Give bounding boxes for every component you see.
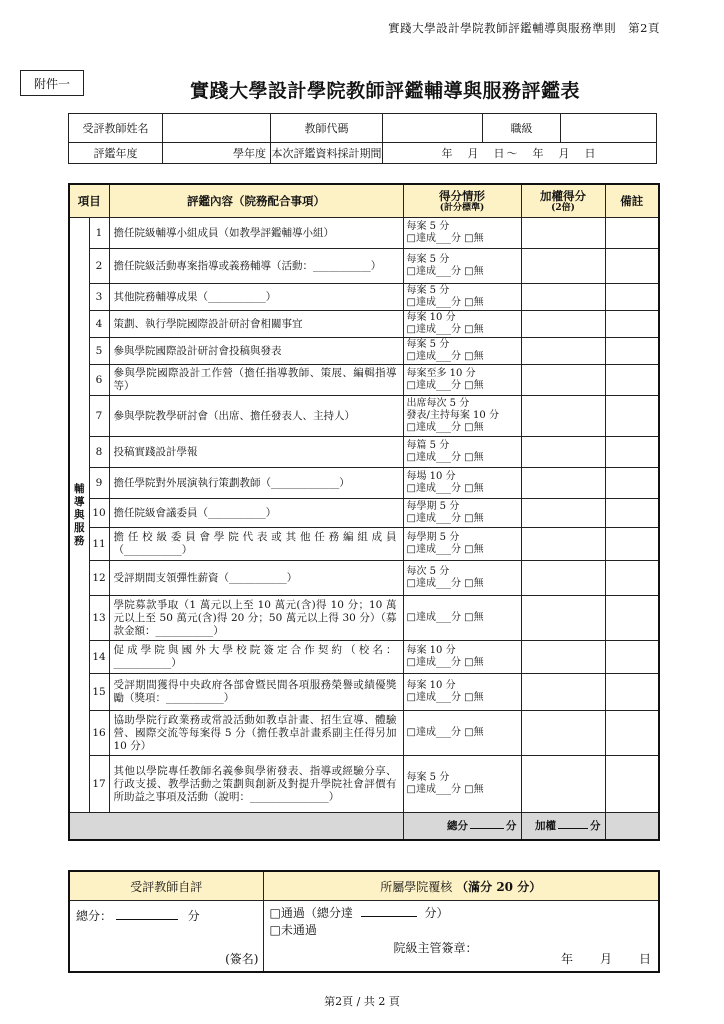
evaluation-row — [69, 338, 659, 365]
period-value: 年 月 日～ 年 月 日 — [441, 147, 598, 160]
row-content: 其他院務輔導成果（___________） — [109, 284, 403, 311]
college-review-title: 所屬學院覆核 — [380, 879, 453, 894]
note-cell[interactable] — [605, 756, 659, 813]
evaluation-row — [69, 674, 659, 711]
total-row — [69, 813, 659, 841]
self-sign-label: (簽名) — [225, 952, 259, 966]
college-review-cell — [263, 901, 659, 973]
score-checkbox-line[interactable]: □達成___分 □無 — [406, 692, 484, 703]
weighted-score-cell[interactable] — [521, 365, 605, 396]
evaluation-row — [69, 218, 659, 249]
evaluation-row — [69, 468, 659, 499]
row-score[interactable] — [403, 711, 521, 756]
evaluation-row — [69, 249, 659, 284]
row-number: 6 — [89, 365, 109, 396]
score-standard: 每案 5 分 — [406, 254, 450, 265]
score-standard: 每場 10 分 — [406, 471, 456, 482]
row-score[interactable] — [403, 641, 521, 674]
category-label: 輔 導 與 服 務 — [69, 218, 89, 813]
score-checkbox-line[interactable]: □達成___分 □無 — [406, 297, 484, 308]
row-number: 5 — [89, 338, 109, 365]
self-eval-table — [68, 870, 660, 973]
note-cell[interactable] — [605, 365, 659, 396]
score-standard: 每案 5 分 — [406, 772, 450, 783]
col-score-header — [403, 184, 521, 218]
note-cell[interactable] — [605, 249, 659, 284]
row-number: 14 — [89, 641, 109, 674]
date-label: 年 月 日 — [560, 952, 652, 966]
score-checkbox-line[interactable]: □達成___分 □無 — [406, 544, 484, 555]
weighted-score-cell[interactable] — [521, 528, 605, 561]
row-number: 1 — [89, 218, 109, 249]
weighted-score-cell[interactable] — [521, 561, 605, 596]
note-cell[interactable] — [605, 674, 659, 711]
row-number: 11 — [89, 528, 109, 561]
score-checkbox-line[interactable]: □達成___分 □無 — [406, 351, 484, 362]
score-standard: 每案 5 分 — [406, 285, 450, 296]
row-content: 參與學院國際設計工作營（擔任指導教師、策展、編輯指導等） — [109, 365, 403, 396]
rank-field[interactable] — [561, 114, 657, 143]
weighted-score-cell[interactable] — [521, 249, 605, 284]
rank-label: 職級 — [483, 114, 561, 143]
row-content: 受評期間獲得中央政府各部會暨民間各項服務榮譽或績優獎勵（獎項：___________） — [109, 674, 403, 711]
weighted-score-cell[interactable] — [521, 468, 605, 499]
score-checkbox-line[interactable]: □達成___分 □無 — [406, 483, 484, 494]
score-standard: 每案 5 分 — [406, 221, 450, 232]
score-standard: 每案 10 分 — [406, 645, 456, 656]
score-header-sub: (計分標準) — [439, 202, 485, 213]
row-score[interactable] — [403, 561, 521, 596]
evaluation-row — [69, 365, 659, 396]
weighted-score-cell[interactable] — [521, 396, 605, 437]
row-content: 擔任校級委員會學院代表或其他任務編組成員（___________） — [109, 528, 403, 561]
row-content: 參與學院教學研討會（出席、擔任發表人、主持人） — [109, 396, 403, 437]
college-review-note: （滿分 20 分） — [456, 879, 542, 894]
score-checkbox-line[interactable]: □達成___分 □無 — [406, 513, 484, 524]
total-unit: 分 — [506, 820, 517, 832]
col-item-header: 項目 — [69, 184, 109, 218]
row-content: 擔任學院對外展演執行策劃教師（_____________） — [109, 468, 403, 499]
evaluation-row — [69, 528, 659, 561]
evaluation-table — [68, 183, 660, 841]
weighted-score-cell[interactable] — [521, 338, 605, 365]
row-number: 3 — [89, 284, 109, 311]
row-number: 2 — [89, 249, 109, 284]
row-number: 9 — [89, 468, 109, 499]
score-standard: 每篇 5 分 — [406, 440, 450, 451]
period-field[interactable] — [383, 143, 657, 164]
row-content: 擔任院級輔導小組成員（如教學評鑑輔導小組） — [109, 218, 403, 249]
col-note-header: 備註 — [605, 184, 659, 218]
row-number: 10 — [89, 499, 109, 528]
score-checkbox-line[interactable]: □達成___分 □無 — [406, 380, 484, 391]
row-number: 12 — [89, 561, 109, 596]
self-eval-cell — [69, 901, 263, 973]
evaluation-row — [69, 711, 659, 756]
page-header: 實踐大學設計學院教師評鑑輔導與服務準則 第2頁 — [388, 21, 660, 35]
college-review-header — [263, 871, 659, 901]
note-cell[interactable] — [605, 711, 659, 756]
score-standard: 每學期 5 分 — [406, 501, 460, 512]
eval-year-label: 評鑑年度 — [69, 143, 163, 164]
teacher-code-field[interactable] — [383, 114, 483, 143]
note-cell[interactable] — [605, 468, 659, 499]
note-cell[interactable] — [605, 641, 659, 674]
row-content: 擔任院級會議委員（___________） — [109, 499, 403, 528]
self-total-unit: 分 — [187, 909, 200, 923]
row-content: 策劃、執行學院國際設計研討會相關事宜 — [109, 311, 403, 338]
score-checkbox-line[interactable]: □達成___分 □無 — [406, 578, 484, 589]
total-label: 總分 — [447, 820, 468, 832]
row-score[interactable] — [403, 528, 521, 561]
row-number: 7 — [89, 396, 109, 437]
row-content: 擔任院級活動專案指導或義務輔導（活動：___________） — [109, 249, 403, 284]
col-weighted-header — [521, 184, 605, 218]
year-unit: 學年度 — [233, 147, 266, 160]
score-header-label: 得分情形 — [439, 188, 485, 203]
row-number: 17 — [89, 756, 109, 813]
row-score[interactable] — [403, 338, 521, 365]
note-cell[interactable] — [605, 561, 659, 596]
total-note-cell — [605, 813, 659, 841]
weighted-header-label: 加權得分 — [540, 188, 586, 203]
note-cell[interactable] — [605, 311, 659, 338]
evaluation-row — [69, 396, 659, 437]
row-number: 8 — [89, 437, 109, 468]
row-score[interactable] — [403, 284, 521, 311]
score-checkbox-line[interactable]: □達成___分 □無 — [406, 266, 484, 277]
weighted-score-cell[interactable] — [521, 437, 605, 468]
page-footer: 第2頁 / 共 2 頁 — [324, 995, 400, 1008]
weighted-score-cell[interactable] — [521, 596, 605, 641]
score-standard: 每案 10 分 — [406, 312, 456, 323]
score-standard: 每次 5 分 — [406, 566, 450, 577]
note-cell[interactable] — [605, 499, 659, 528]
row-number: 15 — [89, 674, 109, 711]
weighted-score-cell[interactable] — [521, 674, 605, 711]
weighted-header-sub: (2倍) — [551, 202, 575, 213]
total-row-blank — [69, 813, 403, 841]
row-number: 4 — [89, 311, 109, 338]
weighted-score-cell[interactable] — [521, 311, 605, 338]
row-content: 其他以學院專任教師名義參與學術發表、指導或經驗分享、行政支援、教學活動之策劃與創新及對提升學院社會評價有所助益之事項及活動（說明：_______________） — [109, 756, 403, 813]
pass-checkbox-label[interactable]: □通過（總分達 — [269, 906, 353, 920]
teacher-name-field[interactable] — [163, 114, 271, 143]
period-label: 本次評鑑資料採計期間 — [271, 143, 383, 164]
note-cell[interactable] — [605, 218, 659, 249]
note-cell[interactable] — [605, 596, 659, 641]
evaluation-row — [69, 437, 659, 468]
pass-score-field[interactable] — [361, 907, 417, 917]
score-checkbox-line[interactable]: □達成___分 □無 — [406, 233, 484, 244]
score-standard: 出席每次 5 分 — [406, 398, 470, 409]
row-content: 投稿實踐設計學報 — [109, 437, 403, 468]
weighted-score-cell[interactable] — [521, 499, 605, 528]
row-score[interactable] — [403, 365, 521, 396]
score-checkbox-line[interactable]: □達成___分 □無 — [406, 452, 484, 463]
score-checkbox-line[interactable]: □達成___分 □無 — [406, 784, 484, 795]
row-score[interactable] — [403, 674, 521, 711]
total-cell[interactable] — [403, 813, 521, 841]
note-cell[interactable] — [605, 528, 659, 561]
page-title: 實踐大學設計學院教師評鑑輔導與服務評鑑表 — [189, 80, 580, 102]
row-score[interactable] — [403, 468, 521, 499]
weighted-total-label: 加權 — [535, 820, 556, 832]
evaluation-row — [69, 561, 659, 596]
weighted-total-field[interactable] — [558, 819, 588, 829]
row-score[interactable] — [403, 396, 521, 437]
self-eval-header: 受評教師自評 — [69, 871, 263, 901]
row-content: 受評期間支領彈性薪資（___________） — [109, 561, 403, 596]
score-standard-extra: 發表/主持每案 10 分 — [406, 410, 499, 421]
row-score[interactable] — [403, 499, 521, 528]
annex-label: 附件一 — [20, 70, 84, 96]
row-score[interactable] — [403, 596, 521, 641]
pass-unit: 分） — [424, 906, 449, 920]
evaluation-row — [69, 284, 659, 311]
weighted-total-unit: 分 — [590, 820, 601, 832]
row-score[interactable] — [403, 249, 521, 284]
weighted-score-cell[interactable] — [521, 711, 605, 756]
note-cell[interactable] — [605, 284, 659, 311]
teacher-name-label: 受評教師姓名 — [69, 114, 163, 143]
row-score[interactable] — [403, 756, 521, 813]
evaluation-row — [69, 311, 659, 338]
self-total-field[interactable] — [116, 910, 178, 920]
score-standard: 每案 10 分 — [406, 680, 456, 691]
score-standard: 每案 5 分 — [406, 339, 450, 350]
score-checkbox-line[interactable]: □達成___分 □無 — [406, 324, 484, 335]
row-number: 16 — [89, 711, 109, 756]
col-content-header: 評鑑內容（院務配合事項） — [109, 184, 403, 218]
row-score[interactable] — [403, 218, 521, 249]
weighted-score-cell[interactable] — [521, 284, 605, 311]
total-field[interactable] — [470, 819, 504, 829]
score-standard: 每案至多 10 分 — [406, 368, 476, 379]
weighted-score-cell[interactable] — [521, 218, 605, 249]
note-cell[interactable] — [605, 338, 659, 365]
row-content: 參與學院國際設計研討會投稿與發表 — [109, 338, 403, 365]
evaluation-row — [69, 641, 659, 674]
weighted-score-cell[interactable] — [521, 641, 605, 674]
teacher-info-table — [68, 113, 657, 164]
eval-year-field[interactable] — [163, 143, 271, 164]
weighted-score-cell[interactable] — [521, 756, 605, 813]
fail-checkbox-label[interactable]: □未通過 — [269, 923, 317, 937]
teacher-code-label: 教師代碼 — [271, 114, 383, 143]
evaluation-row — [69, 499, 659, 528]
row-score[interactable] — [403, 437, 521, 468]
self-total-label: 總分： — [76, 909, 113, 923]
score-checkbox-line[interactable]: □達成___分 □無 — [406, 657, 484, 668]
evaluation-row — [69, 756, 659, 813]
score-checkbox-line[interactable]: □達成___分 □無 — [406, 612, 484, 623]
score-standard: 每學期 5 分 — [406, 532, 460, 543]
row-content: 協助學院行政業務或常設活動如教卓計畫、招生宣導、體驗營、國際交流等每案得 5 分（擔任教卓計畫系副主任得另加 10 分） — [109, 711, 403, 756]
row-content: 促成學院與國外大學校院簽定合作契約（校名：___________） — [109, 641, 403, 674]
row-score[interactable] — [403, 311, 521, 338]
weighted-total-cell[interactable] — [521, 813, 605, 841]
score-checkbox-line[interactable]: □達成___分 □無 — [406, 422, 484, 433]
score-checkbox-line[interactable]: □達成___分 □無 — [406, 727, 484, 738]
evaluation-row — [69, 596, 659, 641]
note-cell[interactable] — [605, 437, 659, 468]
row-content: 學院募款爭取（1 萬元以上至 10 萬元(含)得 10 分；10 萬元以上至 50 萬元(含)得 20 分；50 萬元以上得 30 分）（募款金額：___________） — [109, 596, 403, 641]
supervisor-sign-label: 院級主管簽章： — [393, 941, 478, 955]
note-cell[interactable] — [605, 396, 659, 437]
row-number: 13 — [89, 596, 109, 641]
